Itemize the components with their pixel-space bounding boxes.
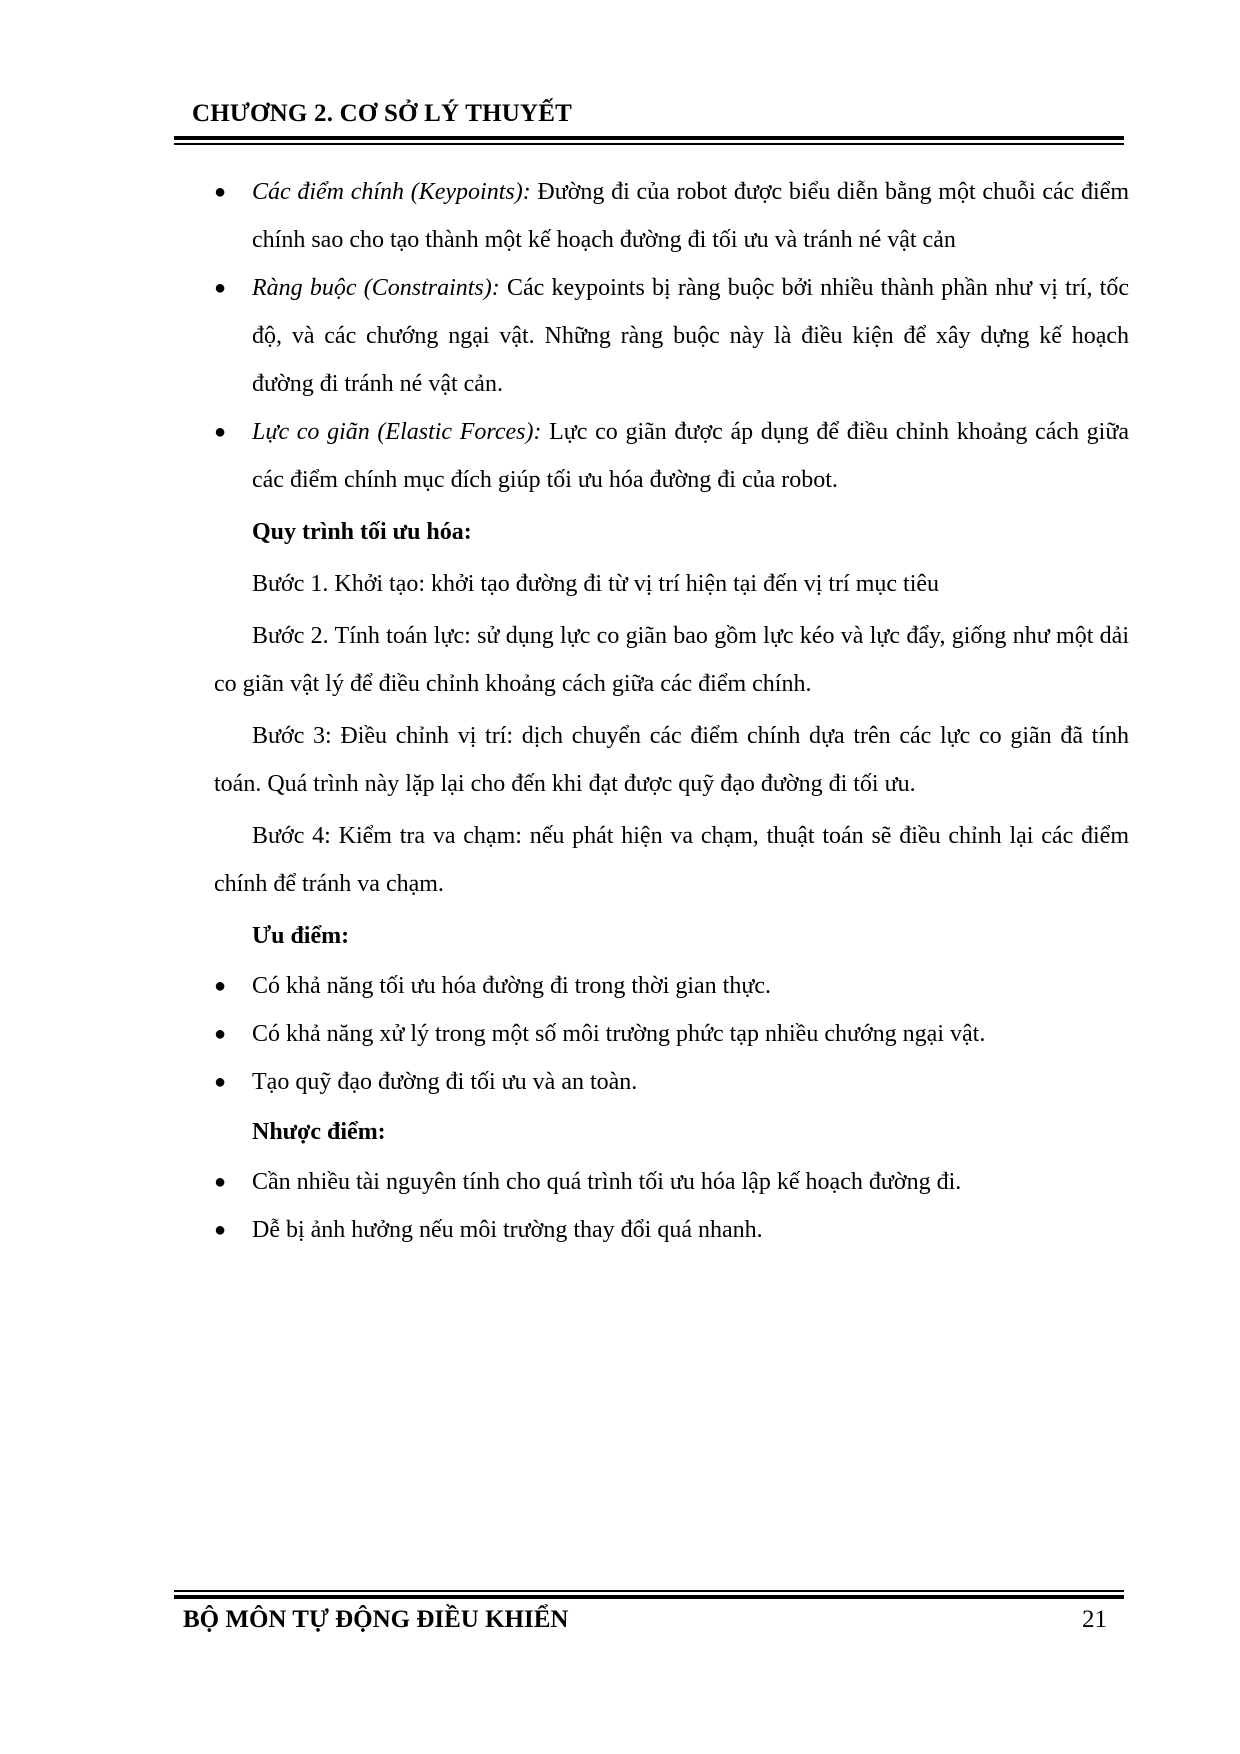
list-item (214, 962, 1129, 1010)
list-item-term: Các điểm chính (Keypoints): (252, 179, 531, 205)
list-item-text: Lực co giãn được áp dụng để điều chỉnh khoảng cách giữa các điểm chính mục đích giúp tối ưu hóa đường đi của robot. (252, 419, 1129, 493)
list-item (214, 168, 1129, 264)
footer-rule-thin (174, 1590, 1124, 1592)
list-item-text: Có khả năng xử lý trong một số môi trường phức tạp nhiều chướng ngại vật. (252, 1021, 986, 1047)
chapter-header: CHƯƠNG 2. CƠ SỞ LÝ THUYẾT (192, 100, 573, 127)
process-steps (214, 560, 1129, 908)
list-item (214, 1158, 1129, 1206)
list-item-term: Ràng buộc (Constraints): (252, 275, 500, 301)
process-step: Bước 2. Tính toán lực: sử dụng lực co giãn bao gồm lực kéo và lực đẩy, giống như một dải co giãn vật lý để điều chỉnh khoảng cách giữa các điểm chính. (214, 623, 1129, 697)
department-footer: BỘ MÔN TỰ ĐỘNG ĐIỀU KHIỂN (183, 1606, 569, 1633)
advantages-list (214, 962, 1129, 1106)
process-heading: Quy trình tối ưu hóa: (252, 519, 472, 545)
process-step: Bước 3: Điều chỉnh vị trí: dịch chuyển các điểm chính dựa trên các lực co giãn đã tính toán. Quá trình này lặp lại cho đến khi đạt được quỹ đạo đường đi tối ưu. (214, 723, 1129, 797)
bullet-icon: ● (214, 1071, 227, 1093)
list-item (214, 1010, 1129, 1058)
intro-list (214, 168, 1129, 504)
list-item-text: Cần nhiều tài nguyên tính cho quá trình tối ưu hóa lập kế hoạch đường đi. (252, 1169, 962, 1195)
process-step: Bước 4: Kiểm tra va chạm: nếu phát hiện va chạm, thuật toán sẽ điều chỉnh lại các điểm chính để tránh va chạm. (214, 823, 1129, 897)
disadvantages-heading: Nhược điểm: (252, 1119, 386, 1145)
bullet-icon: ● (214, 421, 227, 443)
disadvantages-list (214, 1158, 1129, 1254)
bullet-icon: ● (214, 181, 227, 203)
list-item-text: Có khả năng tối ưu hóa đường đi trong thời gian thực. (252, 973, 772, 999)
bullet-icon: ● (214, 1219, 227, 1241)
bullet-icon: ● (214, 277, 227, 299)
list-item-text: Tạo quỹ đạo đường đi tối ưu và an toàn. (252, 1069, 638, 1095)
footer-rule-thick (174, 1595, 1124, 1599)
bullet-icon: ● (214, 975, 227, 997)
list-item (214, 1206, 1129, 1254)
list-item-term: Lực co giãn (Elastic Forces): (252, 419, 542, 445)
header-rule-thick (174, 136, 1124, 140)
process-step: Bước 1. Khởi tạo: khởi tạo đường đi từ vị trí hiện tại đến vị trí mục tiêu (252, 571, 940, 597)
header-rule-thin (174, 143, 1124, 145)
page-content (214, 168, 1129, 1254)
list-item-text: Đường đi của robot được biểu diễn bằng một chuỗi các điểm chính sao cho tạo thành một kế hoạch đường đi tối ưu và tránh né vật cản (252, 179, 1129, 253)
list-item-text: Dễ bị ảnh hưởng nếu môi trường thay đổi quá nhanh. (252, 1217, 763, 1243)
list-item-text: Các keypoints bị ràng buộc bởi nhiều thành phần như vị trí, tốc độ, và các chướng ngại vật. Những ràng buộc này là điều kiện để xây dựng kế hoạch đường đi tránh né vật cản. (252, 275, 1129, 397)
list-item (214, 264, 1129, 408)
bullet-icon: ● (214, 1171, 227, 1193)
bullet-icon: ● (214, 1023, 227, 1045)
advantages-heading: Ưu điểm: (252, 923, 350, 949)
list-item (214, 1058, 1129, 1106)
list-item (214, 408, 1129, 504)
page-number: 21 (1082, 1606, 1107, 1633)
